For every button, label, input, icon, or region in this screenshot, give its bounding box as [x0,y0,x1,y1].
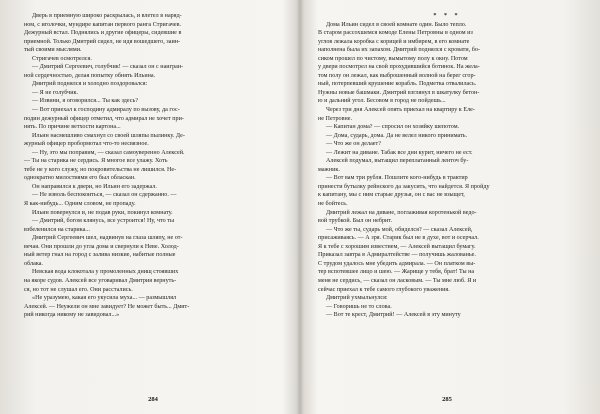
text-line: — Дмитрий Сергеевич, голубчик! — сказал он с наигран- [32,64,184,71]
text-line: присаживаясь. — А зря. Старик был не в духе, вот и осерчал. [318,235,479,242]
text-line: мажник. [318,166,340,173]
left-page [24,12,282,404]
text-line: — Что же он делает? [326,141,381,148]
text-line: Алексей. — Неужели он мне завидует? Не может быть... Дмит- [24,303,190,310]
text-line: принести бутылку рейнского да закусить, что найдется. Я пройду [318,183,490,190]
text-line: вой трубкой. Был он небрит. [318,218,393,225]
text-line: — Вот те крест, Дмитрий! — Алексей в эту минуту [326,312,461,319]
text-line: — Извини, я оговорился... Ты как здесь? [32,98,139,105]
text-line: — Дома, сударь, дома. Да не велел никого принимать. [326,132,468,139]
text-line: ном, с иголочки, мундире капитан первого ранга Стригачев. [24,21,182,28]
text-line: Дмитрий Сергеевич шел, надвинув на глаза шляпу, не от- [32,235,183,242]
text-line: Я к тебе с хорошим известием, — Алексей вытащил бумагу. [318,243,476,250]
text-line: Через три дня Алексей опять приехал на квартиру к Еле- [326,107,475,114]
text-line: В старом рассохшемся комоде Елены Петровны в одном из [318,30,473,37]
text-line: — Не изволь беспокоиться, — сказал он сдержанно. — [32,192,177,199]
text-line: Стригачев осмотрелся. [32,55,92,62]
text-line: меня не сердись, — сказал он ласковым. — Ты мне люб. Я и [318,277,477,284]
text-line: «Не уразумею, какая его укусила муха... — размышлял [32,295,177,302]
text-line: подин дежурный офицер отметил, что адмирал не хочет при- [24,115,184,122]
text-line: тебе не у кого служу, но покровительства не лишился. Не- [24,166,177,173]
text-line: — Что же ты, сударь мой, обиделся? — сказал Алексей, [326,226,473,233]
text-line: к капитану, мы с ним старые друзья, он с вас не взыщет, [318,192,465,199]
left-page-number: 284 [148,396,158,403]
text-line: тер вспотевшее лицо и шею. — Жарище у тебя, брат! Ты на [318,269,475,276]
text-line: на якоре судов. Алексей все уговаривал Дмитрия вернуть- [24,277,177,284]
text-line: однократно милостиями его был обласкан. [24,175,136,182]
text-line: — Вот вам три рубля. Пошлите кого-нибудь в трактир [326,175,468,182]
text-line: ный, потерпевший крушение корабль. Подметка отвалилась. [318,81,477,88]
right-page-text [318,12,576,320]
text-line: Дмитрий поднялся и холодно поздоровался: [32,81,148,88]
text-line: ной сердечностью, делая попытку обнять Ильина. [24,72,156,79]
text-line: тый своими мыслями. [24,47,82,54]
text-line: Я как-нибудь... Одним словом, не пропаду. [24,201,136,208]
text-line: приемной. Только Дмитрий сидел, не идя вошедшего, заин- [24,38,181,45]
text-line: не Петровне. [318,115,353,122]
text-line: вечая. Они прошли до угла дома и свернули к Неве. Холод- [24,243,179,250]
text-line: Ильин насмешливо смахнул со своей шляпы пылинку. Де- [32,132,185,139]
text-line: ный ветер гнал на город с залива низкие, набитые полные [24,252,176,259]
text-line: наполнена была их запахом. Дмитрий поднялся с кровати, бо- [318,47,480,54]
text-line: рий никогда никому не завидовал...» [24,312,120,319]
text-line: Дома Ильин сидел в своей комнате один. Было тепло. [326,21,467,28]
text-line: — Дмитрий, богом клянусь, все устроится! Ну, что ты [32,218,175,225]
right-page-number: 285 [442,396,452,403]
text-line: Алексей подумал, вытащил переплатанный ленточ бу- [326,158,469,165]
text-line: ю и дальний угол. Бесовом в город не пойдешь... [318,98,446,105]
text-line: Дежурный встал. Поднялись и другие офицеры, сидевшие в [24,30,182,37]
text-line: — Ну, это мы поправим, — сказал самоуверенно Алексей. [32,149,185,156]
text-line: ся, но тот не слушал его. Они расстались. [24,286,133,293]
text-line: сиком прошел по чистому, вымытому полу к окну. Потом [318,55,468,62]
text-line: Невская вода клокотала у промоленных днищ стоявших [32,269,179,276]
text-line: журный офицер пробормотал что-то несвязное. [24,141,149,148]
text-line: С трудом удалось мне убедить адмирала. — Он платком вы- [318,260,476,267]
right-page [318,12,576,404]
text-line: Дмитрий ухмыльнулся: [326,295,388,302]
text-line: — Говоришь не то слова. [326,303,392,310]
text-line: Нужны новые башмаки. Дмитрий взглянул в шкатулку бетон- [318,89,480,96]
text-line: сейчас приехал к тебе самого глубокого уважения. [318,286,450,293]
left-page-text [24,12,282,320]
text-line: Приказал завтра в Адмиралтействе — получишь жалованье. [318,252,476,259]
text-line: том полу он лежал, как выброшенный волной на берег сгор- [318,72,476,79]
text-line: — Ты на старика не сердись. Я многое все улажу. Хоть [24,158,168,165]
text-line: — Капитан дома? — спросил он хозяйку шепотом. [326,124,460,131]
text-line: — Вот приехал к господину адмиралу по вызову, да гос- [32,107,180,114]
text-line: Он направился к двери, но Ильин его задержал. [32,183,157,190]
text-line: углов лежала коробка с корицей и имбирем, в его комнате [318,38,470,45]
text-line: — Лежит на диване. Табак все дни курит, ничего не ест. [326,149,473,156]
text-line: Ильин повернулся и, не подав руки, покинул комнату. [32,209,173,216]
section-break-stars: * * * [433,13,461,19]
text-line: у двери посмотрел на свой прохудившийся ботинок. На жела- [318,64,480,71]
text-line: нять. По причине ветхости картона... [24,124,121,131]
text-line: облака. [24,260,43,267]
book-gutter [296,0,304,414]
text-line: — Я не голубчик. [32,89,79,96]
text-line: Дверь в приемную широко раскрылась, и влетел в наряд- [32,13,182,19]
text-line: не бойтесь. [318,201,348,208]
text-line: Дмитрий лежал на диване, поглаживая коротенькой ведо- [326,209,477,216]
text-line: взбеленился на старика... [24,226,90,233]
